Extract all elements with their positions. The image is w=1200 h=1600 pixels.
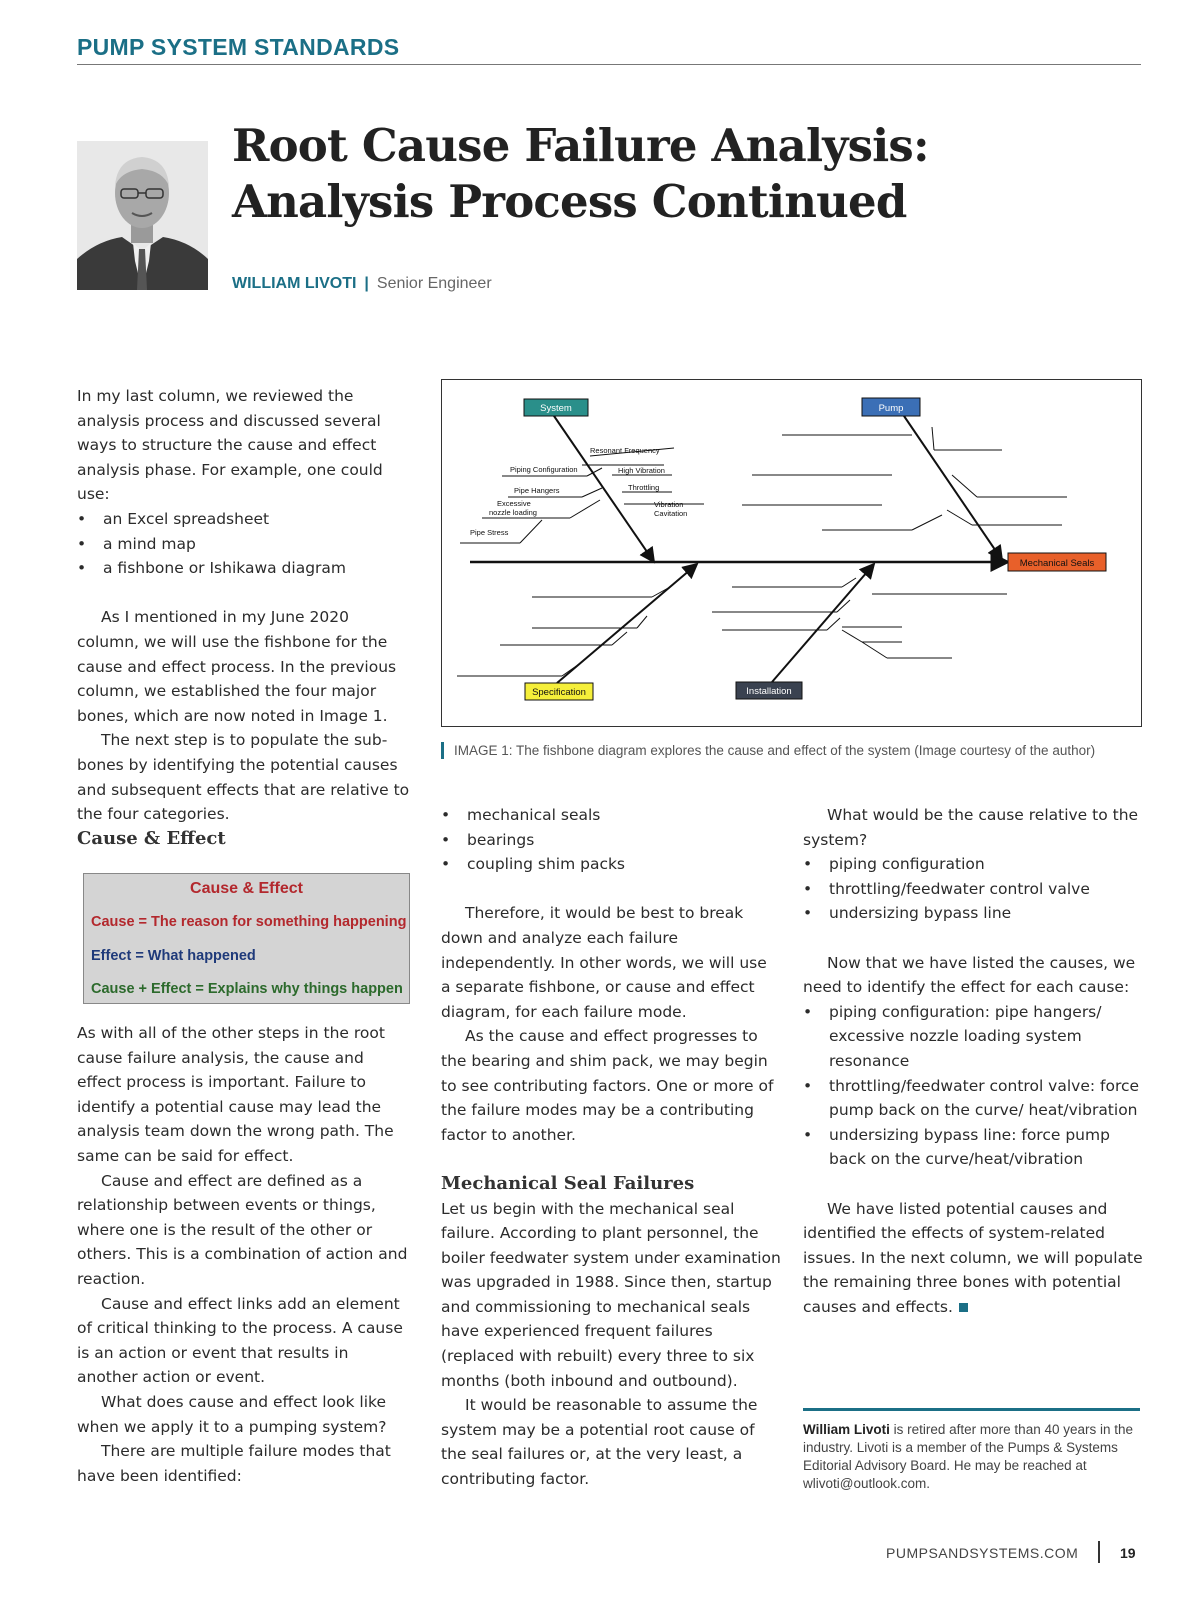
ce-box-cause: Cause = The reason for something happening (91, 914, 407, 930)
list-item: • a fishbone or Ishikawa diagram (77, 556, 412, 581)
list-item: • coupling shim packs (441, 852, 781, 877)
resonant-frequency-label: Resonant Frequency (590, 446, 660, 455)
author-role: Senior Engineer (376, 275, 492, 292)
cause-effect-subhead: Cause & Effect (77, 828, 226, 849)
col2-p3: Let us begin with the mechanical seal failure. According to plant personnel, the boiler feedwater system under examination was upgraded in 1988. Since then, startup and commissioning to mechanical seals have experienced frequent failures (replaced with rebuilt) every three to six months (both inbound and outbound). (441, 1199, 781, 1390)
fishbone-diagram (441, 379, 1142, 727)
article-title (232, 118, 1132, 230)
col3-p1: What would be the cause relative to the system? (803, 806, 1139, 849)
col2-p1: Therefore, it would be best to break down and analyze each failure independently. In other words, we will use a separate fishbone, or cause and effect diagram, for each failure mode. (441, 904, 767, 1021)
bio-text: is retired after more than 40 years in the industry. Livoti is a member of the Pumps & Systems Editorial Advisory Board. He may be reached at wlivoti@outlook.com. (803, 1422, 1134, 1491)
footer-site: PUMPSANDSYSTEMS.COM (886, 1545, 1079, 1561)
header-rule (77, 64, 1141, 65)
col1-p3: The next step is to populate the sub-bones by identifying the potential causes and subsequent effects that are relative to the four categories. (77, 731, 410, 824)
column-1 (77, 384, 412, 827)
pipe-stress-label: Pipe Stress (470, 528, 509, 537)
pump-sub-bones (742, 427, 1067, 530)
list-item: • piping configuration (803, 852, 1148, 877)
causes-list (803, 852, 1148, 926)
list-item: • throttling/feedwater control valve (803, 877, 1148, 902)
list-item: • undersizing bypass line (803, 901, 1148, 926)
col2-p2: As the cause and effect progresses to the bearing and shim pack, we may begin to see contributing factors. One or more of the failure modes may be a contributing factor to another. (441, 1027, 774, 1144)
high-vibration-label: High Vibration (618, 466, 665, 475)
pump-bone (904, 416, 1002, 560)
byline-separator: | (364, 275, 369, 292)
col3-p2: Now that we have listed the causes, we need to identify the effect for each cause: (803, 953, 1136, 997)
col1-p6: Cause and effect links add an element of critical thinking to the process. A cause is an action or event that results in another action or event. (77, 1294, 403, 1387)
cause-effect-box (83, 873, 410, 1004)
list-item: • a mind map (77, 532, 412, 557)
mechanical-seal-failures-subhead: Mechanical Seal Failures (441, 1172, 695, 1194)
author-photo (77, 141, 208, 290)
col2-p4: It would be reasonable to assume the system may be a potential root cause of the seal failures or, at the very least, a contributing factor. (441, 1396, 758, 1489)
list-item: • mechanical seals (441, 803, 781, 828)
author-bio (803, 1408, 1140, 1493)
byline (232, 275, 492, 293)
installation-label: Installation (746, 686, 792, 697)
col3-p3-text: We have listed potential causes and identified the effects of system-related issues. In the next column, we will populate the remaining three bones with potential causes and effects. (803, 1199, 1143, 1316)
pipe-hangers-label: Pipe Hangers (514, 486, 560, 495)
column-1-continued (77, 1021, 412, 1488)
mechanical-seals-label: Mechanical Seals (1019, 558, 1095, 569)
cavitation-label: Cavitation (654, 509, 688, 518)
list-item: • undersizing bypass line: force pump back on the curve/heat/vibration (803, 1123, 1148, 1172)
pump-label: Pump (878, 403, 904, 414)
installation-bone (772, 564, 874, 682)
system-label: System (540, 403, 572, 414)
specification-label: Specification (532, 687, 586, 698)
col1-p5: Cause and effect are defined as a relationship between events or things, where one is the result of the other or others. This is a combination of action and reaction. (77, 1171, 408, 1288)
title-line-1: Root Cause Failure Analysis: (232, 119, 929, 172)
footer-divider (1098, 1541, 1100, 1563)
col1-p8: There are multiple failure modes that have been identified: (77, 1442, 391, 1485)
col1-p2: As I mentioned in my June 2020 column, we will use the fishbone for the cause and effect process. In the previous column, we established the four major bones, which are now noted in Image 1. (77, 608, 397, 725)
author-photo-icon (77, 141, 208, 290)
col1-p4: As with all of the other steps in the root cause failure analysis, the cause and effect process is important. Failure to identify a potential cause may lead the analysis team down the wrong path. The same can be said for effect. (77, 1024, 394, 1165)
column-3 (803, 803, 1148, 1319)
list-item: • bearings (441, 828, 781, 853)
author-name: WILLIAM LIVOTI (232, 275, 357, 292)
list-item: • piping configuration: pipe hangers/ excessive nozzle loading system resonance (803, 1000, 1148, 1074)
ce-box-effect: Effect = What happened (91, 948, 256, 964)
installation-sub-bones (712, 578, 1007, 658)
vibration-label: Vibration (654, 500, 684, 509)
ce-box-title: Cause & Effect (190, 880, 303, 897)
title-line-2: Analysis Process Continued (232, 175, 907, 228)
end-mark-icon (959, 1303, 968, 1312)
col3-p3 (803, 1197, 1148, 1320)
piping-configuration-label: Piping Configuration (510, 465, 578, 474)
page-number: 19 (1120, 1545, 1136, 1561)
excessive-label-1: Excessive (497, 499, 531, 508)
ce-box-sum: Cause + Effect = Explains why things happen (91, 981, 403, 997)
failure-modes-list (441, 803, 781, 877)
excessive-label-2: nozzle loading (489, 508, 537, 517)
specification-sub-bones (457, 587, 670, 676)
list-item: • an Excel spreadsheet (77, 507, 412, 532)
fishbone-svg (442, 380, 1141, 726)
throttling-label: Throttling (628, 483, 660, 492)
bio-name: William Livoti (803, 1422, 890, 1437)
col1-p7: What does cause and effect look like when we apply it to a pumping system? (77, 1392, 387, 1436)
tools-list (77, 507, 412, 581)
list-item: • throttling/feedwater control valve: force pump back on the curve/ heat/vibration (803, 1074, 1148, 1123)
figure-caption: IMAGE 1: The fishbone diagram explores the cause and effect of the system (Image courtesy of the author) (441, 742, 1095, 759)
column-2 (441, 803, 781, 1492)
col1-intro: In my last column, we reviewed the analysis process and discussed several ways to structure the cause and effect analysis phase. For example, one could use: (77, 387, 383, 504)
section-tag: PUMP SYSTEM STANDARDS (77, 34, 400, 60)
effects-list (803, 1000, 1148, 1172)
